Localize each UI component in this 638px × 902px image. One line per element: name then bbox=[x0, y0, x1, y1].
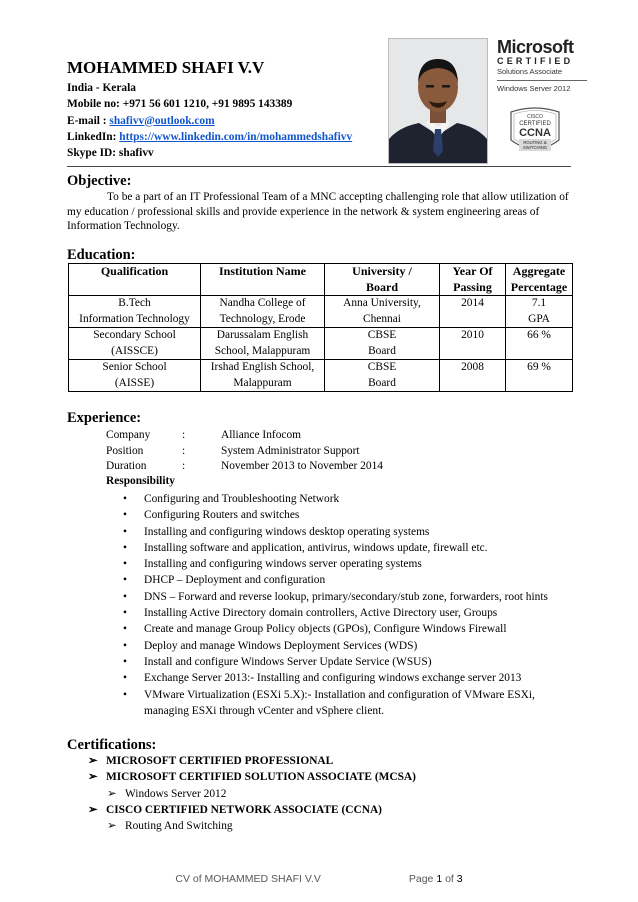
list-item: • Configuring and Troubleshooting Network bbox=[106, 491, 576, 507]
bullet-icon: • bbox=[123, 590, 127, 603]
table-cell: Nandha College of Technology, Erode bbox=[201, 296, 325, 328]
table-cell: Senior School (AISSE) bbox=[69, 360, 201, 392]
microsoft-wordmark: Microsoft bbox=[497, 37, 574, 57]
table-row bbox=[69, 328, 573, 360]
ms-solutions-associate: Solutions Associate bbox=[497, 67, 563, 76]
cert-subitem: ➢ Windows Server 2012 bbox=[88, 786, 416, 802]
table-row bbox=[69, 360, 573, 392]
table-cell: B.Tech Information Technology bbox=[69, 296, 201, 328]
microsoft-certified-badge bbox=[497, 38, 589, 93]
bullet-icon: • bbox=[123, 672, 127, 685]
list-item: • Configuring Routers and switches bbox=[106, 507, 576, 523]
portrait-image bbox=[389, 39, 487, 163]
table-row bbox=[69, 296, 573, 328]
detail-duration: Duration : November 2013 to November 2014 bbox=[106, 460, 383, 473]
list-item: • DHCP – Deployment and configuration bbox=[106, 572, 576, 588]
bullet-icon: • bbox=[123, 623, 127, 636]
bullet-icon: • bbox=[123, 639, 127, 652]
table-cell: 2008 bbox=[440, 360, 506, 392]
linkedin-link[interactable]: https://www.linkedin.com/in/mohammedshafivv bbox=[119, 130, 353, 143]
footer-page-total: 3 bbox=[456, 873, 463, 885]
arrow-bullet-icon: ➢ bbox=[88, 755, 98, 767]
objective-text: To be a part of an IT Professional Team of a MNC accepting challenging role that allow utilization of my education / professional skills and provide experience in the network & system engineering areas of Information Technology. bbox=[67, 191, 569, 232]
cert-item: ➢ MICROSOFT CERTIFIED SOLUTION ASSOCIATE (MCSA) bbox=[88, 769, 416, 785]
bullet-icon: • bbox=[123, 607, 127, 620]
skype-value: shafivv bbox=[118, 147, 154, 160]
bullet-icon: • bbox=[123, 509, 127, 522]
responsibility-list-wrap bbox=[106, 491, 576, 719]
col-header-university: University / Board bbox=[325, 264, 440, 296]
mobile-row bbox=[67, 96, 352, 112]
list-item: • Create and manage Group Policy objects (GPOs), Configure Windows Firewall bbox=[106, 621, 576, 637]
cisco-ccna-badge bbox=[497, 106, 574, 162]
header-divider bbox=[67, 166, 571, 167]
ccna-label: CCNA bbox=[519, 127, 551, 139]
email-link[interactable]: shafivv@outlook.com bbox=[109, 114, 215, 127]
list-item: • Installing and configuring windows server operating systems bbox=[106, 556, 576, 572]
certifications-list bbox=[88, 753, 416, 834]
list-item: • Exchange Server 2013:- Installing and configuring windows exchange server 2013 bbox=[106, 670, 576, 686]
bullet-icon: • bbox=[123, 688, 127, 701]
linkedin-row bbox=[67, 129, 352, 145]
email-label: E-mail : bbox=[67, 114, 107, 127]
candidate-name: MOHAMMED SHAFI V.V bbox=[67, 58, 265, 77]
table-cell: 66 % bbox=[506, 328, 573, 360]
experience-details bbox=[106, 428, 383, 475]
col-header-year: Year Of Passing bbox=[440, 264, 506, 296]
bullet-icon: • bbox=[123, 541, 127, 554]
arrow-bullet-icon: ➢ bbox=[88, 803, 98, 816]
list-item: • Installing and configuring windows desktop operating systems bbox=[106, 524, 576, 540]
arrow-bullet-icon: ➢ bbox=[107, 820, 117, 833]
arrow-bullet-icon: ➢ bbox=[88, 771, 98, 784]
arrow-bullet-icon: ➢ bbox=[107, 787, 117, 800]
col-header-aggregate: Aggregate Percentage bbox=[506, 264, 573, 296]
cert-subitem: ➢ Routing And Switching bbox=[88, 818, 416, 834]
table-cell: 69 % bbox=[506, 360, 573, 392]
education-heading: Education: bbox=[67, 247, 136, 263]
footer-page-number: 1 bbox=[436, 873, 443, 885]
list-item: • VMware Virtualization (ESXi 5.X):- Installation and configuration of VMware ESXi, managing ESXi through vCenter and vSphere client. bbox=[123, 688, 535, 717]
table-cell: 2014 bbox=[440, 296, 506, 328]
footer-doc-title: CV of MOHAMMED SHAFI V.V bbox=[175, 873, 321, 885]
table-cell: Anna University, Chennai bbox=[325, 296, 440, 328]
certifications-heading: Certifications: bbox=[67, 737, 157, 753]
bullet-icon: • bbox=[123, 493, 127, 505]
list-item: • Install and configure Windows Server Update Service (WSUS) bbox=[106, 654, 576, 670]
contact-block bbox=[67, 80, 352, 161]
email-row bbox=[67, 113, 352, 129]
cert-item: ➢ MICROSOFT CERTIFIED PROFESSIONAL bbox=[88, 753, 416, 769]
detail-position: Position : System Administrator Support bbox=[106, 444, 360, 457]
linkedin-label: LinkedIn: bbox=[67, 130, 117, 143]
table-cell: Darussalam English School, Malappuram bbox=[201, 328, 325, 360]
page-footer bbox=[0, 873, 638, 885]
education-table-wrap bbox=[68, 263, 573, 392]
mobile-value: +971 56 601 1210, +91 9895 143389 bbox=[122, 98, 293, 111]
list-item: • Installing Active Directory domain controllers, Active Directory user, Groups bbox=[106, 605, 576, 621]
bullet-icon: • bbox=[123, 558, 127, 571]
list-item: • Installing software and application, antivirus, windows update, firewall etc. bbox=[106, 540, 576, 556]
list-item: • DNS – Forward and reverse lookup, primary/secondary/stub zone, forwarders, root hints bbox=[106, 589, 576, 605]
table-cell: CBSE Board bbox=[325, 360, 440, 392]
responsibility-list bbox=[106, 491, 576, 719]
responsibility-title: Responsibility bbox=[106, 475, 175, 487]
mobile-label: Mobile no: bbox=[67, 98, 120, 111]
bullet-icon: • bbox=[123, 525, 127, 538]
location: India - Kerala bbox=[67, 82, 136, 94]
list-item: • Deploy and manage Windows Deployment Services (WDS) bbox=[106, 638, 576, 654]
table-cell: Irshad English School, Malappuram bbox=[201, 360, 325, 392]
footer-page-word: Page bbox=[408, 873, 434, 885]
badge-divider bbox=[497, 80, 587, 81]
footer-of-word: of bbox=[445, 873, 454, 885]
skype-row bbox=[67, 145, 352, 161]
cisco-certified-label: CERTIFIED bbox=[519, 121, 551, 127]
ms-certified-text: CERTIFIED bbox=[497, 56, 574, 66]
table-cell: 2010 bbox=[440, 328, 506, 360]
table-cell: Secondary School (AISSCE) bbox=[69, 328, 201, 360]
detail-company: Company : Alliance Infocom bbox=[106, 429, 302, 441]
bullet-icon: • bbox=[123, 574, 127, 587]
col-header-qualification: Qualification bbox=[69, 264, 201, 296]
col-header-institution: Institution Name bbox=[201, 264, 325, 296]
cisco-label: CISCO bbox=[527, 114, 543, 120]
ms-windows-server: Windows Server 2012 bbox=[497, 84, 571, 93]
objective-heading: Objective: bbox=[67, 173, 132, 189]
experience-heading: Experience: bbox=[67, 410, 142, 426]
routing-label: ROUTING & bbox=[523, 140, 547, 145]
education-table bbox=[68, 263, 573, 392]
table-cell: 7.1 GPA bbox=[506, 296, 573, 328]
switching-label: SWITCHING bbox=[523, 145, 547, 150]
bullet-icon: • bbox=[123, 655, 127, 668]
table-cell: CBSE Board bbox=[325, 328, 440, 360]
education-header-row bbox=[69, 264, 573, 296]
profile-photo bbox=[388, 38, 488, 164]
cert-item: ➢ CISCO CERTIFIED NETWORK ASSOCIATE (CCNA) bbox=[88, 802, 416, 818]
ccna-seal-icon bbox=[497, 106, 574, 162]
skype-label: Skype ID: bbox=[67, 147, 117, 160]
